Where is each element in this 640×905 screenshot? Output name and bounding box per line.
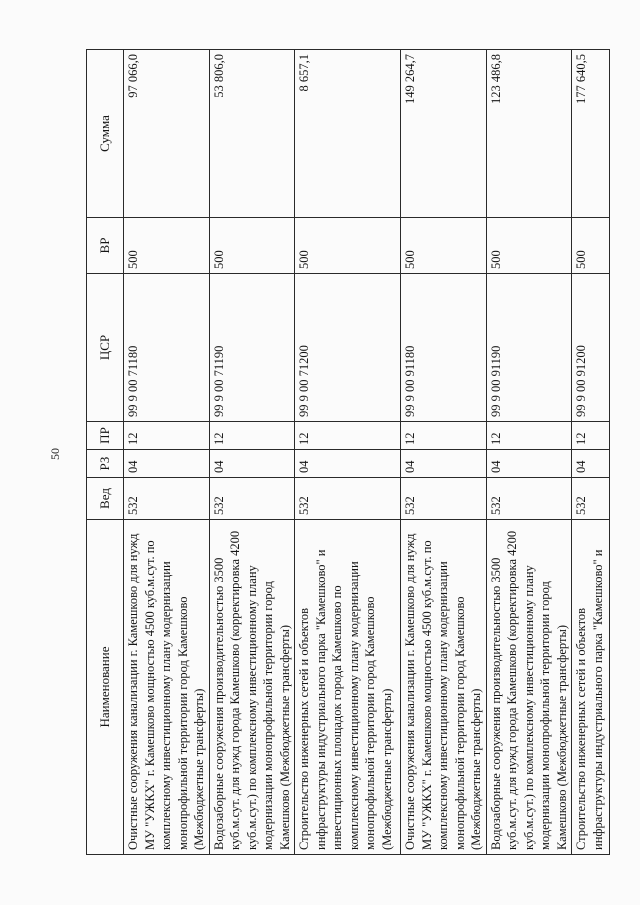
row-rz: 04 bbox=[209, 450, 295, 478]
row-vr: 500 bbox=[124, 218, 210, 274]
row-sum: 177 640,5 bbox=[572, 50, 610, 218]
row-rz: 04 bbox=[124, 450, 210, 478]
row-sum: 8 657,1 bbox=[295, 50, 401, 218]
row-name: Водозаборные сооружения производительностью 3500 куб.м.сут. для нужд города Камешково (корректировка 4200 куб.м.сут.) по комплексному инвестиционному плану модернизации монопрофильной территории город Камешково (Межбюджетные трансферты) bbox=[486, 520, 572, 855]
rotated-table-wrapper bbox=[86, 50, 609, 855]
row-rz: 04 bbox=[572, 450, 610, 478]
row-ved: 532 bbox=[295, 478, 401, 520]
row-pr: 12 bbox=[209, 422, 295, 450]
row-vr: 500 bbox=[295, 218, 401, 274]
row-pr: 12 bbox=[486, 422, 572, 450]
row-ved: 532 bbox=[486, 478, 572, 520]
row-vr: 500 bbox=[401, 218, 487, 274]
row-pr: 12 bbox=[572, 422, 610, 450]
row-csr: 99 9 00 71180 bbox=[124, 274, 210, 422]
header-csr: ЦСР bbox=[87, 274, 124, 422]
row-rz: 04 bbox=[295, 450, 401, 478]
header-name: Наименование bbox=[87, 520, 124, 855]
header-vr: ВР bbox=[87, 218, 124, 274]
row-sum: 123 486,8 bbox=[486, 50, 572, 218]
table-row bbox=[124, 50, 210, 855]
row-rz: 04 bbox=[401, 450, 487, 478]
row-name: Очистные сооружения канализации г. Камешково для нужд МУ "УЖКХ" г. Камешково мощностью 4500 куб.м.сут. по комплексному инвестиционному плану модернизации монопрофильной территории город Камешково (Межбюджетные трансферты) bbox=[124, 520, 210, 855]
row-name: Строительство инженерных сетей и объектов инфраструктуры индустриального парка "Камешково" и инвестиционных площадок города Камешково по комплексному инвестиционному плану модернизации монопрофильной территории город Камешково (Межбюджетные трансферты) bbox=[295, 520, 401, 855]
budget-table bbox=[86, 49, 610, 855]
row-vr: 500 bbox=[486, 218, 572, 274]
row-ved: 532 bbox=[124, 478, 210, 520]
row-csr: 99 9 00 71200 bbox=[295, 274, 401, 422]
table-row bbox=[295, 50, 401, 855]
header-pr: ПР bbox=[87, 422, 124, 450]
row-csr: 99 9 00 91190 bbox=[486, 274, 572, 422]
row-pr: 12 bbox=[124, 422, 210, 450]
table-row bbox=[401, 50, 487, 855]
row-name: Водозаборные сооружения производительностью 3500 куб.м.сут. для нужд города Камешково (корректировка 4200 куб.м.сут.) по комплексному инвестиционному плану модернизации монопрофильной территории город Камешково (Межбюджетные трансферты) bbox=[209, 520, 295, 855]
row-csr: 99 9 00 91200 bbox=[572, 274, 610, 422]
row-csr: 99 9 00 71190 bbox=[209, 274, 295, 422]
row-ved: 532 bbox=[401, 478, 487, 520]
row-sum: 149 264,7 bbox=[401, 50, 487, 218]
row-sum: 97 066,0 bbox=[124, 50, 210, 218]
row-ved: 532 bbox=[572, 478, 610, 520]
table-row bbox=[209, 50, 295, 855]
row-vr: 500 bbox=[209, 218, 295, 274]
page-number: 50 bbox=[48, 448, 62, 460]
header-rz: РЗ bbox=[87, 450, 124, 478]
row-ved: 532 bbox=[209, 478, 295, 520]
table-row bbox=[486, 50, 572, 855]
row-name: Очистные сооружения канализации г. Камешково для нужд МУ "УЖКХ" г. Камешково мощностью 4500 куб.м.сут. по комплексному инвестиционному плану модернизации монопрофильной территории город Камешково (Межбюджетные трансферты) bbox=[401, 520, 487, 855]
header-ved: Вед bbox=[87, 478, 124, 520]
row-vr: 500 bbox=[572, 218, 610, 274]
row-csr: 99 9 00 91180 bbox=[401, 274, 487, 422]
row-pr: 12 bbox=[295, 422, 401, 450]
table-header-row bbox=[87, 50, 124, 855]
row-sum: 53 806,0 bbox=[209, 50, 295, 218]
header-sum: Сумма bbox=[87, 50, 124, 218]
row-rz: 04 bbox=[486, 450, 572, 478]
table-row bbox=[572, 50, 610, 855]
row-name: Строительство инженерных сетей и объектов инфраструктуры индустриального парка "Камешково" и bbox=[572, 520, 610, 855]
row-pr: 12 bbox=[401, 422, 487, 450]
